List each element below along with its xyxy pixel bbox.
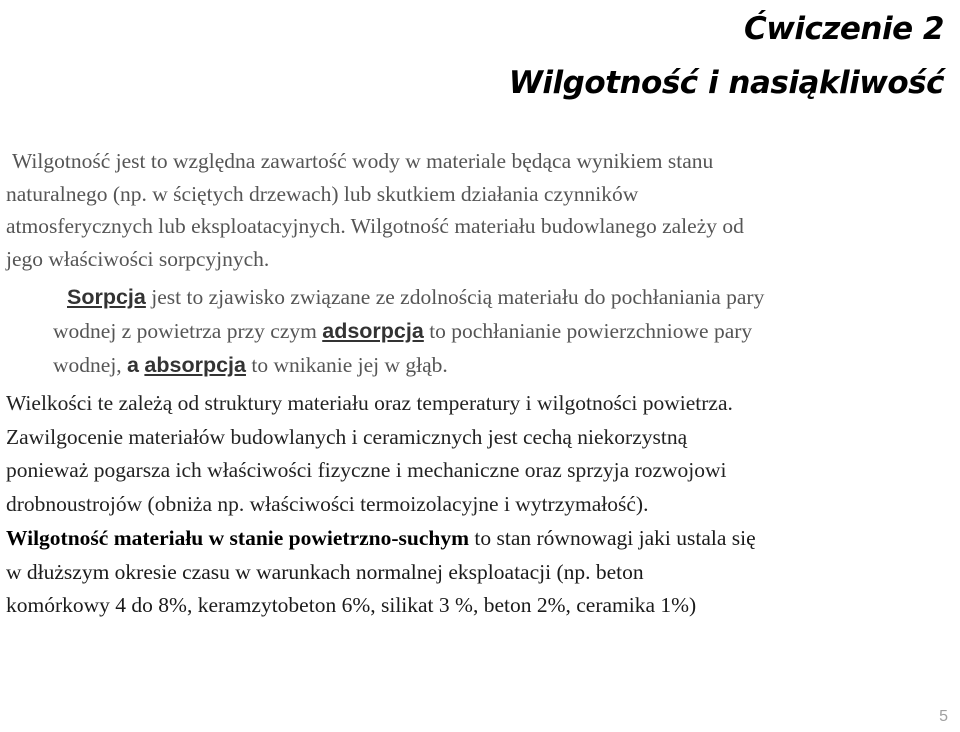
sorption-line-2 — [6, 314, 936, 348]
factors-line-3: ponieważ pogarsza ich właściwości fizyczne i mechaniczne oraz sprzyja rozwojowi — [6, 458, 727, 482]
factors-line-4: drobnoustrojów (obniża np. właściwości termoizolacyjne i wytrzymałość). — [6, 491, 649, 516]
term-adsorpcja: adsorpcja — [322, 319, 424, 343]
intro-line-2: naturalnego (np. w ściętych drzewach) lub skutkiem działania czynników — [6, 181, 639, 206]
factors-paragraph — [6, 387, 956, 521]
sorption-line-1 — [6, 280, 936, 314]
factors-line-2: Zawilgocenie materiałów budowlanych i ceramicznych jest cechą niekorzystną — [6, 424, 688, 449]
word-a: a — [127, 353, 140, 377]
term-absorpcja: absorpcja — [144, 353, 246, 377]
intro-line-4: jego właściwości sorpcyjnych. — [6, 246, 270, 271]
air-dry-line-1-text: to stan równowagi jaki ustala się — [469, 526, 756, 550]
air-dry-paragraph — [6, 522, 956, 623]
title-line-2: Wilgotność i nasiąkliwość — [508, 65, 944, 101]
page-number: 5 — [939, 708, 948, 725]
sorption-line-2-text-a: wodnej z powietrza przy czym — [53, 319, 323, 343]
sorption-paragraph — [6, 280, 936, 382]
intro-paragraph — [6, 145, 956, 275]
title-line-1: Ćwiczenie 2 — [743, 11, 944, 47]
sorption-line-3-text-b: to wnikanie jej w głąb. — [245, 353, 448, 377]
sorption-line-3-text-a: wodnej, — [53, 353, 128, 377]
air-dry-line-1 — [6, 522, 956, 556]
factors-line-1: Wielkości te zależą od struktury materiału oraz temperatury i wilgotności powietrza. — [6, 391, 733, 415]
slide-title — [509, 2, 944, 110]
sorption-line-3 — [6, 348, 936, 382]
air-dry-line-3: komórkowy 4 do 8%, keramzytobeton 6%, silikat 3 %, beton 2%, ceramika 1%) — [6, 593, 697, 617]
intro-line-3: atmosferycznych lub eksploatacyjnych. Wilgotność materiału budowlanego zależy od — [6, 214, 744, 238]
air-dry-line-2: w dłuższym okresie czasu w warunkach normalnej eksploatacji (np. beton — [6, 559, 644, 584]
sorption-line-2-text-b: to pochłanianie powierzchniowe pary — [423, 319, 753, 343]
sorption-line-1-text: jest to zjawisko związane ze zdolnością materiału do pochłaniania pary — [145, 285, 765, 309]
air-dry-bold-term: Wilgotność materiału w stanie powietrzno-suchym — [6, 526, 470, 550]
term-sorpcja: Sorpcja — [67, 285, 146, 309]
intro-line-1: Wilgotność jest to względna zawartość wody w materiale będąca wynikiem stanu — [12, 149, 714, 173]
